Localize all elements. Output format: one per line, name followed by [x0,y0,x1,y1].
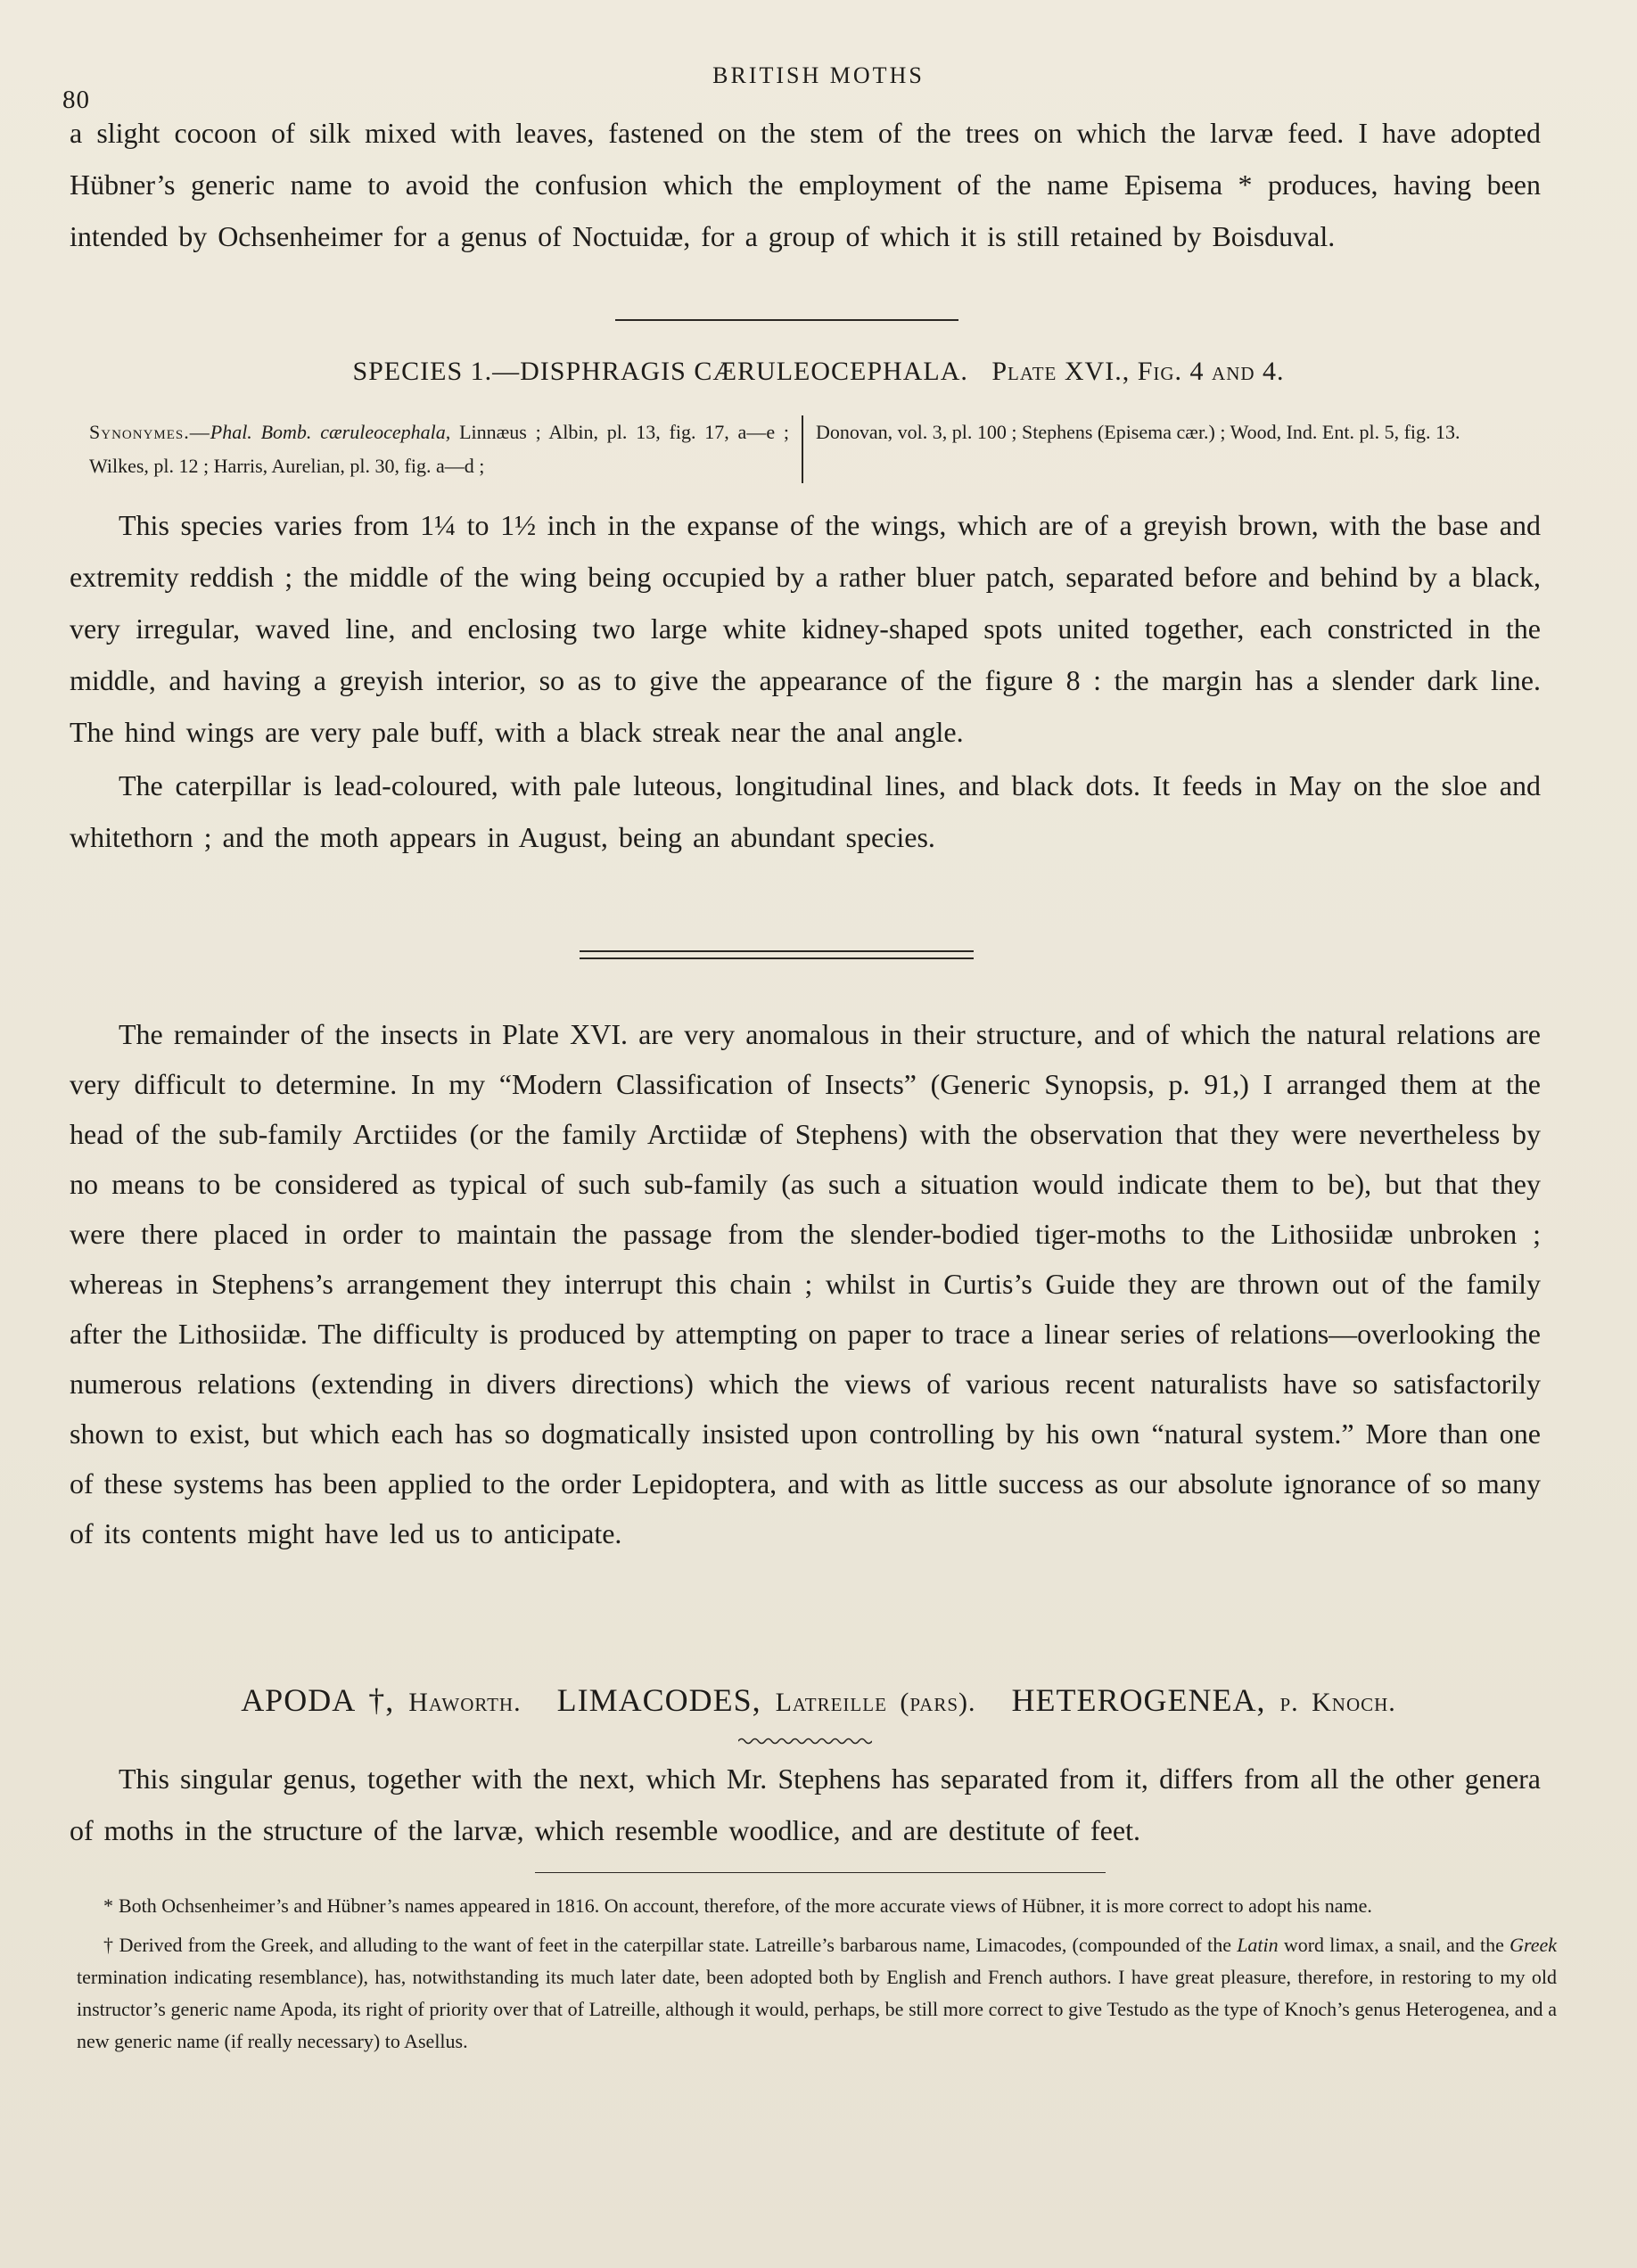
genus-name-limacodes: LIMACODES, [556,1682,761,1718]
genus-name-heterogenea: HETEROGENEA, [1011,1682,1266,1718]
opening-paragraph-block [70,107,1541,262]
footnote-2 [77,1929,1557,2058]
synonyms-label: Synonymes.— [89,421,210,443]
footnote-rule [535,1872,1106,1873]
synonyms-right-text: Donovan, vol. 3, pl. 100 ; Stephens (Episema cær.) ; Wood, Ind. Ent. pl. 5, fig. 13. [816,421,1460,443]
synonyms-left-column [89,415,803,483]
footnote-2-text-a: Derived from the Greek, and alluding to the want of feet in the caterpillar state. Latreille’s barbarous name, Limacodes, (compounded of the [119,1934,1232,1956]
running-title: BRITISH MOTHS [712,62,925,88]
genus-name-apoda: APODA †, [241,1682,395,1718]
double-section-divider [580,950,974,959]
footnote-1 [77,1890,1557,1922]
genus-paragraph: This singular genus, together with the next, which Mr. Stephens has separated from it, differs from all the other genera of moths in the structure of the larvæ, which resemble woodlice, and are destitute of feet. [70,1763,1541,1846]
footnote-2-greek: Greek [1509,1934,1558,1956]
footnote-1-mark: * [103,1894,113,1917]
genus-heading [0,1681,1637,1719]
wavy-ornament [738,1737,872,1746]
section-divider [615,319,958,321]
species-heading [0,357,1637,387]
species-title: SPECIES 1.—DISPHRAGIS CÆRULEOCEPHALA. [352,357,968,386]
synonyms-block [89,415,1542,483]
footnote-2-text-c: termination indicating resemblance), has, notwithstanding its much later date, been adopted both by English and French authors. I have great pleasure, therefore, in restoring to my old instructor’s generic name Apoda, its right of priority over that of Latreille, although it would, perhaps, be still more correct to give Testudo as the type of Knoch’s genus Heterogenea, and a new generic name (if really necessary) to Asellus. [77,1966,1557,2052]
remainder-paragraph: The remainder of the insects in Plate XVI. are very anomalous in their structure, and of which the natural relations are very difficult to determine. In my “Modern Classification of Insects” (Generic Synopsis, p. 91,) I arranged them at the head of the sub-family Arctiides (or the family Arctiidæ of Stephens) with the observation that they were nevertheless by no means to be considered as typical of such sub-family (as such a situation would indicate them to be), but that they were there placed in order to maintain the passage from the slender-bodied tiger-moths to the Lithosiidæ unbroken ; whereas in Stephens’s arrangement they interrupt this chain ; whilst in Curtis’s Guide they are thrown out of the family after the Lithosiidæ. The difficulty is produced by attempting on paper to trace a linear series of relations—overlooking the numerous relations (extending in divers directions) which the views of various recent naturalists have so satisfactorily shown to exist, but which each has so dogmatically insisted upon controlling by his own “natural system.” More than one of these systems has been applied to the order Lepidoptera, and with as little success as our absolute ignorance of so many of its contents might have led us to anticipate. [70,1018,1541,1549]
genus-author-knoch: p. Knoch. [1279,1688,1396,1717]
footnote-1-text: Both Ochsenheimer’s and Hübner’s names appeared in 1816. On account, therefore, of the more accurate views of Hübner, it is more correct to adopt his name. [119,1894,1372,1917]
footnote-2-mark: † [103,1934,114,1956]
footnote-2-text-b: word limax, a snail, and the [1283,1934,1504,1956]
species-description-block [70,499,1541,863]
page-number: 80 [62,86,90,114]
caterpillar-paragraph: The caterpillar is lead-coloured, with pale luteous, longitudinal lines, and black dots. It feeds in May on the sloe and whitethorn ; and the moth appears in August, being an abundant species. [70,769,1541,853]
opening-paragraph: a slight cocoon of silk mixed with leaves, fastened on the stem of the trees on which the larvæ feed. I have adopted Hübner’s generic name to avoid the confusion which the employment of the name Episema * produces, having been intended by Ochsenheimer for a genus of Noctuidæ, for a group of which it is still retained by Boisduval. [70,117,1541,252]
synonyms-left-text: Linnæus ; Albin, pl. 13, fig. 17, a—e ; Wilkes, pl. 12 ; Harris, Aurelian, pl. 30, fig. a—d ; [89,421,789,477]
synonyms-right-column [803,415,1538,483]
synonyms-species-name: Phal. Bomb. cæruleocephala, [210,421,451,443]
footnote-2-latin: Latin [1237,1934,1279,1956]
species-description: This species varies from 1¼ to 1½ inch in the expanse of the wings, which are of a greyish brown, with the base and extremity reddish ; the middle of the wing being occupied by a rather bluer patch, separated before and behind by a black, very irregular, waved line, and enclosing two large white kidney-shaped spots united together, each constricted in the middle, and having a greyish interior, so as to give the appearance of the figure 8 : the margin has a slender dark line. The hind wings are very pale buff, with a black streak near the anal angle. [70,509,1541,748]
genus-author-haworth: Haworth. [408,1688,522,1717]
remainder-block [70,1009,1541,1558]
genus-author-latreille: Latreille (pars). [775,1688,976,1717]
plate-reference: Plate XVI., Fig. 4 and 4. [991,357,1285,386]
genus-description-block [70,1753,1541,1856]
footnotes [77,1890,1557,2065]
